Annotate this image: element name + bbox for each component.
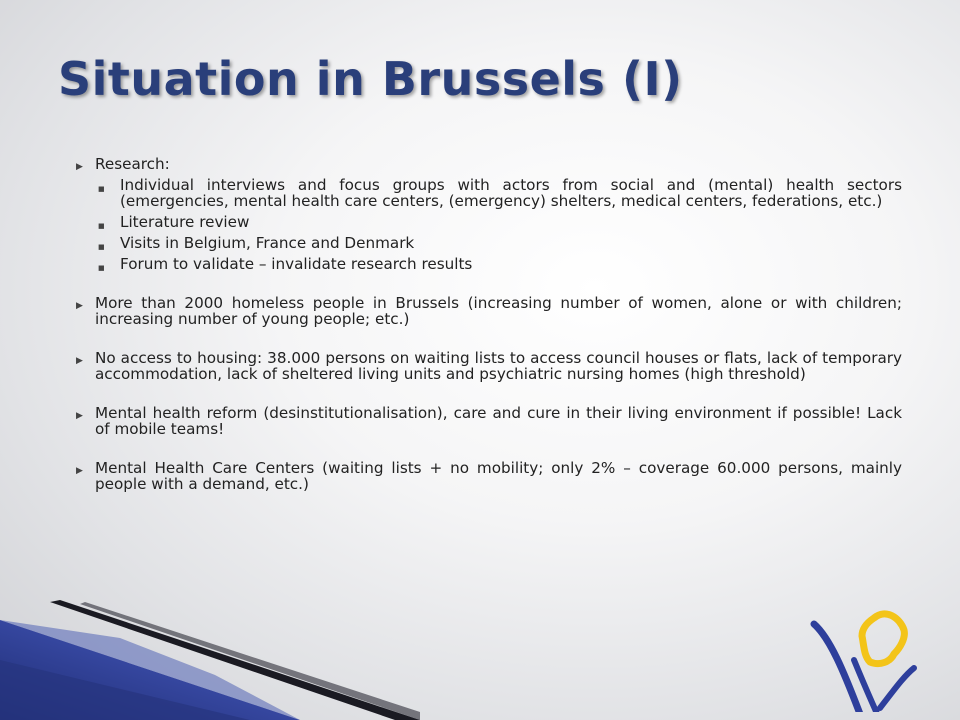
- square-bullet-icon: ■: [98, 222, 105, 230]
- bullet-text: Mental health reform (desinstitutionalisation), care and cure in their living environment if possible! Lack of mobile teams!: [95, 404, 902, 438]
- bullet-housing-access: [76, 350, 902, 382]
- square-bullet-icon: ■: [98, 264, 105, 272]
- triangle-right-icon: ▶: [76, 162, 83, 172]
- square-bullet-icon: ■: [98, 243, 105, 251]
- sub-bullet-text: Literature review: [120, 213, 250, 231]
- sub-bullet: [98, 235, 902, 251]
- sub-bullet-text: Forum to validate – invalidate research results: [120, 255, 473, 273]
- triangle-right-icon: ▶: [76, 356, 83, 366]
- slide-title: Situation in Brussels (I): [58, 52, 683, 106]
- square-bullet-icon: ■: [98, 185, 105, 193]
- bullet-text: Research:: [95, 155, 170, 173]
- bullet-mental-health-reform: [76, 405, 902, 437]
- triangle-right-icon: ▶: [76, 466, 83, 476]
- triangle-right-icon: ▶: [76, 411, 83, 421]
- bullet-text: Mental Health Care Centers (waiting lists + no mobility; only 2% – coverage 60.000 persons, mainly people with a demand, etc.): [95, 459, 902, 493]
- triangle-right-icon: ▶: [76, 301, 83, 311]
- sub-bullet: [98, 214, 902, 230]
- sub-bullet-text: Visits in Belgium, France and Denmark: [120, 234, 415, 252]
- bullet-text: More than 2000 homeless people in Brussels (increasing number of women, alone or with children; increasing number of young people; etc.): [95, 294, 902, 328]
- bullet-homeless-count: [76, 295, 902, 327]
- bullet-care-centers: [76, 460, 902, 492]
- sub-bullet: [98, 177, 902, 209]
- decorative-swoosh: [0, 600, 420, 720]
- slide-body: [76, 156, 902, 492]
- bullet-text: No access to housing: 38.000 persons on waiting lists to access council houses or flats, lack of temporary accommodation, lack of sheltered living units and psychiatric nursing homes (high threshold): [95, 349, 902, 383]
- sub-bullet: [98, 256, 902, 272]
- bullet-research: [76, 156, 902, 172]
- organization-logo: [808, 602, 918, 712]
- sub-bullet-text: Individual interviews and focus groups with actors from social and (mental) health sectors (emergencies, mental health care centers, (emergency) shelters, medical centers, federations, etc.): [120, 176, 902, 210]
